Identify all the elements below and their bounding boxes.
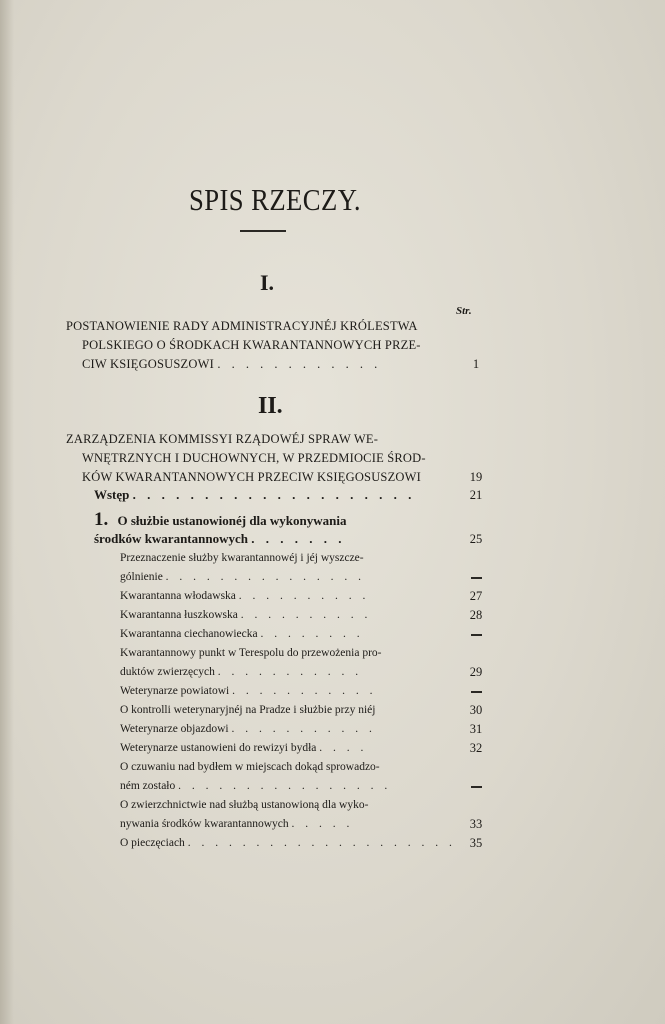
section-2-heading-line-1: ZARZĄDZENIA KOMMISSYI RZĄDOWÉJ SPRAW WE- <box>66 432 379 446</box>
leader-dots: . . . . . . . . . . . <box>232 685 377 697</box>
entry-6-text: Weterynarze powiatowi <box>120 685 230 697</box>
entry-10-page <box>458 778 494 794</box>
entry-1-page <box>458 569 494 585</box>
leader-dots: . . . . . . . . . . . . <box>217 357 382 371</box>
section-1-heading-line-1: POSTANOWIENIE RADY ADMINISTRACYJNÉJ KRÓLESTWA <box>66 319 418 333</box>
entry-4-text: Kwarantanna ciechanowiecka <box>120 628 258 640</box>
intro-page: 21 <box>469 488 483 502</box>
entry-11-text: nywania środków kwarantannowych <box>120 818 289 830</box>
entry-2-page: 27 <box>469 589 483 603</box>
page-edge-shadow <box>0 0 14 1024</box>
section-1-numeral: I. <box>260 270 275 295</box>
leader-dots: . . . . . . . . . . . . . . . <box>165 571 366 583</box>
entry-3 <box>120 607 371 623</box>
entry-4 <box>120 626 364 642</box>
entry-8-page: 31 <box>469 722 483 736</box>
entry-11-page: 33 <box>469 817 483 831</box>
entry-7-page: 30 <box>469 703 483 717</box>
leader-dots: . . . . . . . . <box>260 628 364 640</box>
chapter-1-title-line-1: O służbie ustanowionéj dla wykonywania <box>117 513 347 528</box>
entry-3-text: Kwarantanna łuszkowska <box>120 609 238 621</box>
chapter-1-line-1 <box>94 509 347 530</box>
entry-9-page: 32 <box>469 741 483 755</box>
entry-6-page <box>458 683 494 699</box>
section-2-page: 19 <box>469 470 483 484</box>
entry-5-page: 29 <box>469 665 483 679</box>
entry-1-line-2 <box>120 569 365 585</box>
section-1-heading-line-3 <box>82 356 381 372</box>
entry-6 <box>120 683 376 699</box>
entry-2-text: Kwarantanna włodawska <box>120 590 236 602</box>
leader-dots: . . . . <box>319 742 368 754</box>
title-rule <box>240 230 286 232</box>
leader-dots: . . . . . <box>291 818 354 830</box>
page-column-label: Str. <box>456 305 472 317</box>
entry-8 <box>120 721 376 737</box>
entry-1-text: gólnienie <box>120 571 163 583</box>
chapter-1-title-line-2: środków kwarantannowych <box>94 531 248 546</box>
dash-mark <box>471 786 482 788</box>
leader-dots: . . . . . . . . . . <box>238 590 370 602</box>
dash-mark <box>471 577 482 579</box>
leader-dots: . . . . . . . . . . . <box>231 723 376 735</box>
entry-5-text: duktów zwierzęcych <box>120 666 215 678</box>
entry-3-page: 28 <box>469 608 483 622</box>
entry-9 <box>120 740 367 756</box>
entry-10-line-1: O czuwaniu nad bydłem w miejscach dokąd sprowadzo- <box>120 761 380 773</box>
chapter-1-line-2 <box>94 531 346 547</box>
leader-dots: . . . . . . . <box>251 531 346 546</box>
entry-12-page: 35 <box>469 836 483 850</box>
entry-12 <box>120 835 456 851</box>
chapter-1-number: 1. <box>94 509 109 530</box>
entry-1-line-1: Przeznaczenie służby kwarantannowéj i jéj wyszcze- <box>120 552 364 564</box>
intro-label: Wstęp <box>94 487 130 502</box>
leader-dots: . . . . . . . . . . . . . . . . . . . . <box>132 487 416 502</box>
leader-dots: . . . . . . . . . . . . . . . . <box>178 780 392 792</box>
section-1-heading-text: CIW KSIĘGOSUSZOWI <box>82 357 214 371</box>
entry-2 <box>120 588 369 604</box>
leader-dots: . . . . . . . . . . . . . . . . . . . . <box>187 837 456 849</box>
entry-4-page <box>458 626 494 642</box>
entry-10-line-2 <box>120 778 391 794</box>
section-2-numeral: II. <box>258 393 283 419</box>
entry-5-line-2 <box>120 664 362 680</box>
section-2-heading-line-3: KÓW KWARANTANNOWYCH PRZECIW KSIĘGOSUSZOWI <box>82 470 422 484</box>
entry-8-text: Weterynarze objazdowi <box>120 723 229 735</box>
dash-mark <box>471 691 482 693</box>
entry-9-text: Weterynarze ustanowieni do rewizyi bydła <box>120 742 317 754</box>
chapter-1-page: 25 <box>469 532 483 546</box>
leader-dots: . . . . . . . . . . . <box>217 666 363 678</box>
section-1-page: 1 <box>472 357 480 371</box>
page-title: SPIS RZECZY. <box>188 182 362 217</box>
entry-10-text: ném zostało <box>120 780 176 792</box>
intro-entry <box>94 487 415 503</box>
entry-7: O kontrolli weterynaryjnéj na Pradze i służbie przy niéj <box>120 704 376 716</box>
entry-11-line-2 <box>120 816 353 832</box>
entry-5-line-1: Kwarantannowy punkt w Terespolu do przewożenia pro- <box>120 647 382 659</box>
leader-dots: . . . . . . . . . . <box>240 609 372 621</box>
entry-11-line-1: O zwierzchnictwie nad służbą ustanowioną dla wyko- <box>120 799 369 811</box>
entry-12-text: O pieczęciach <box>120 837 185 849</box>
section-1-heading-line-2: POLSKIEGO O ŚRODKACH KWARANTANNOWYCH PRZE- <box>82 338 421 352</box>
dash-mark <box>471 634 482 636</box>
section-2-heading-line-2: WNĘTRZNYCH I DUCHOWNYCH, W PRZEDMIOCIE ŚROD- <box>82 451 426 465</box>
